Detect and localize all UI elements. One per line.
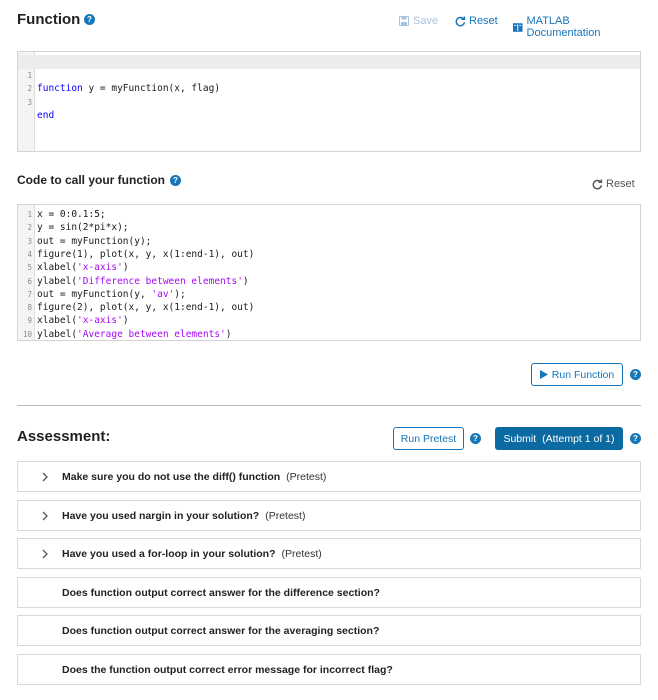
test-name: Does function output correct answer for the averaging section?	[62, 625, 380, 637]
help-icon[interactable]: ?	[470, 433, 481, 444]
play-icon	[540, 370, 548, 379]
code-text: xlabel(	[37, 262, 78, 274]
code-text: )	[122, 262, 129, 274]
line-number: 2	[27, 84, 32, 93]
call-section-title: Code to call your function	[17, 173, 166, 187]
test-name: Have you used nargin in your solution?	[62, 510, 260, 522]
test-item	[17, 654, 641, 685]
code-line[interactable]	[18, 248, 640, 262]
save-icon	[399, 16, 409, 26]
test-tag: (Pretest)	[265, 510, 306, 522]
documentation-label: MATLAB Documentation	[526, 15, 601, 39]
code-string: 'av'	[151, 288, 175, 300]
line-number: 6	[27, 276, 32, 286]
code-text: x = 0:0.1:5;	[37, 209, 106, 220]
code-text: )	[242, 275, 249, 287]
test-tag: (Pretest)	[281, 548, 322, 560]
test-item[interactable]	[17, 461, 641, 492]
help-icon[interactable]: ?	[630, 369, 641, 380]
chevron-right-icon[interactable]	[40, 471, 50, 483]
reset-label: Reset	[606, 178, 635, 190]
call-reset-button[interactable]	[592, 178, 635, 190]
code-text: y = sin(2*pi*x);	[37, 222, 129, 234]
function-header	[17, 10, 641, 39]
assessment-title: Assessment:	[17, 428, 111, 445]
code-line[interactable]	[18, 275, 640, 289]
test-name: Does function output correct answer for the difference section?	[62, 587, 380, 599]
call-code-editor[interactable]	[17, 204, 641, 341]
test-item	[17, 577, 641, 608]
line-number: 10	[22, 329, 32, 339]
code-text: out = myFunction(y);	[37, 235, 152, 247]
submit-button[interactable]	[495, 427, 623, 450]
code-string: 'x-axis'	[77, 315, 123, 327]
code-text: )	[225, 328, 232, 340]
line-number: 4	[27, 249, 32, 259]
code-line[interactable]	[18, 314, 640, 328]
code-text: )	[122, 315, 129, 327]
help-icon[interactable]: ?	[630, 433, 641, 444]
line-number: 5	[27, 263, 32, 273]
line-number: 8	[27, 303, 32, 313]
test-item	[17, 615, 641, 646]
code-string: 'Difference between elements'	[77, 275, 243, 287]
test-tag: (Pretest)	[286, 471, 327, 483]
code-keyword: function	[37, 83, 83, 94]
reset-button[interactable]	[455, 15, 498, 27]
line-number: 1	[27, 210, 32, 219]
test-name: Does the function output correct error message for incorrect flag?	[62, 664, 393, 676]
code-string: 'Average between elements'	[77, 328, 226, 340]
submit-label: Submit	[503, 432, 537, 445]
code-line[interactable]	[18, 82, 640, 121]
line-number: 1	[27, 70, 32, 80]
help-icon[interactable]: ?	[84, 14, 95, 25]
test-item[interactable]	[17, 538, 641, 569]
save-label: Save	[413, 15, 439, 27]
code-line[interactable]	[18, 235, 640, 249]
code-line[interactable]	[18, 221, 640, 235]
line-number: 9	[27, 316, 32, 326]
code-text: ylabel(	[37, 328, 78, 340]
code-text: figure(2), plot(x, y, x(1:end-1), out)	[37, 302, 255, 314]
code-text: figure(1), plot(x, y, x(1:end-1), out)	[37, 248, 255, 260]
line-number: 2	[27, 223, 32, 233]
matlab-documentation-link[interactable]	[513, 15, 641, 39]
test-item[interactable]	[17, 500, 641, 531]
code-text: );	[174, 288, 186, 300]
chevron-right-icon[interactable]	[40, 548, 50, 560]
code-string: 'x-axis'	[77, 262, 123, 274]
code-keyword: end	[37, 110, 55, 121]
code-text: out = myFunction(y,	[37, 288, 152, 300]
attempt-label: (Attempt 1 of 1)	[542, 432, 615, 445]
test-name: Make sure you do not use the diff() function	[62, 471, 281, 483]
test-name: Have you used a for-loop in your solution?	[62, 548, 276, 560]
line-number: 7	[27, 289, 32, 299]
section-divider	[17, 405, 641, 406]
code-text: ylabel(	[37, 275, 78, 287]
code-line[interactable]	[18, 288, 640, 302]
code-line[interactable]	[18, 208, 640, 222]
run-function-button[interactable]	[531, 363, 623, 386]
code-line[interactable]	[18, 55, 640, 94]
reset-label: Reset	[469, 15, 498, 27]
function-title: Function	[17, 11, 81, 28]
chevron-right-icon[interactable]	[40, 510, 50, 522]
reset-icon	[592, 179, 603, 190]
code-text: y = myFunction(x, flag)	[82, 83, 221, 94]
save-button[interactable]	[399, 15, 438, 27]
function-code-editor[interactable]	[17, 51, 641, 152]
code-line[interactable]	[18, 261, 640, 275]
line-number: 3	[27, 236, 32, 246]
code-text: xlabel(	[37, 315, 78, 327]
reset-icon	[455, 16, 466, 27]
line-number: 3	[27, 97, 32, 107]
run-function-label: Run Function	[551, 368, 615, 381]
book-icon	[513, 23, 523, 32]
code-line[interactable]	[18, 328, 640, 341]
code-line[interactable]	[18, 301, 640, 315]
help-icon[interactable]: ?	[170, 175, 181, 186]
run-pretest-button[interactable]: Run Pretest	[393, 427, 464, 450]
